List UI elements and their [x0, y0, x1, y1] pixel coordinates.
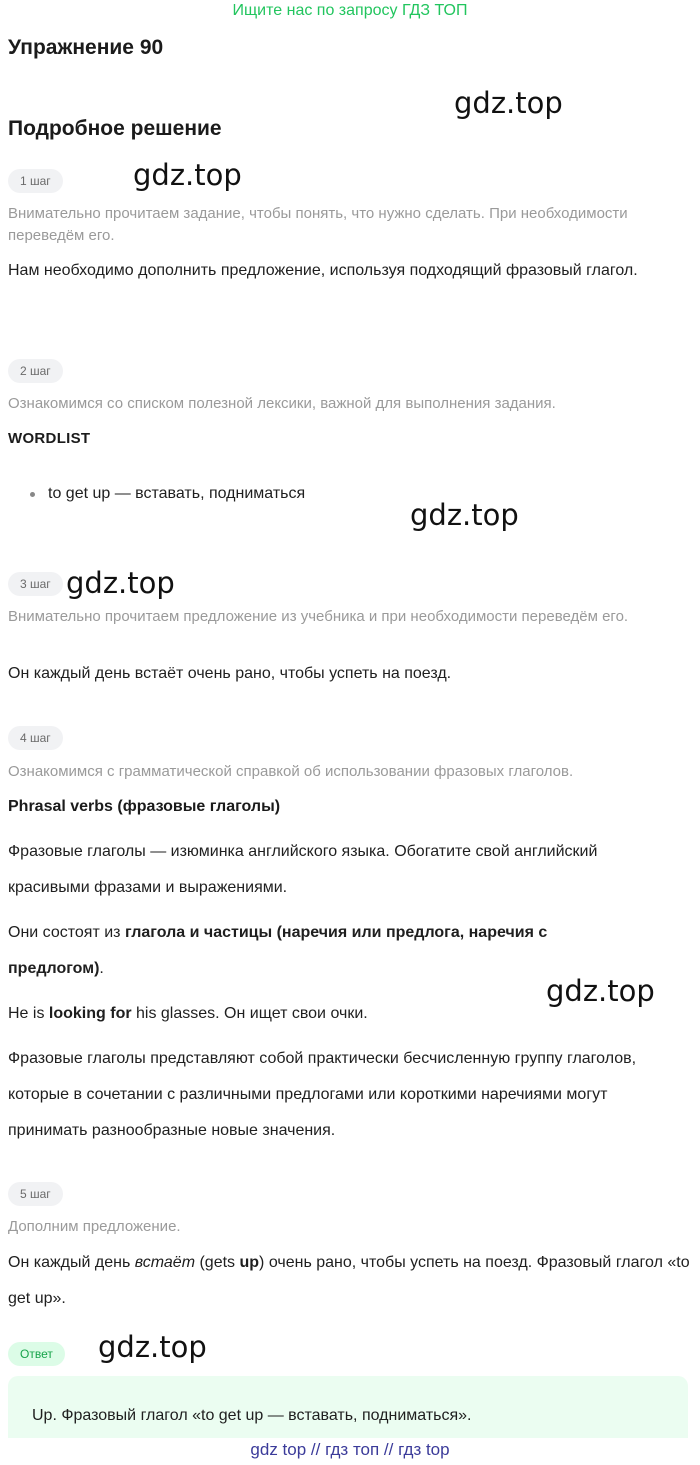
step-badge-2: 2 шаг: [8, 359, 63, 383]
wordlist-label: WORDLIST: [8, 430, 91, 447]
step-badge-1: 1 шаг: [8, 169, 63, 193]
footer-links[interactable]: gdz top // гдз топ // гдз top: [250, 1440, 450, 1459]
grammar-paragraph: Фразовые глаголы — изюминка английского языка. Обогатите свой английский красивыми фразами и выражениями.: [8, 843, 598, 896]
watermark: gdz.top: [66, 566, 175, 600]
step-hint-1: Внимательно прочитаем задание, чтобы понять, что нужно сделать. При необходимости переведём его.: [8, 205, 628, 244]
watermark: gdz.top: [98, 1330, 207, 1364]
step-badge-3: 3 шаг: [8, 572, 63, 596]
step-hint-5: Дополним предложение.: [8, 1218, 181, 1235]
grammar-paragraph: Фразовые глаголы представляют собой практически бесчисленную группу глаголов, которые в сочетании с различными предлогами или короткими наречиями могут принимать разнообразные новые значения.: [8, 1050, 637, 1139]
watermark: gdz.top: [546, 974, 655, 1008]
watermark: gdz.top: [410, 498, 519, 532]
step-text-1: Нам необходимо дополнить предложение, используя подходящий фразовый глагол.: [8, 262, 638, 279]
step-text-3: Он каждый день встаёт очень рано, чтобы успеть на поезд.: [8, 665, 452, 682]
page-title: Упражнение 90: [8, 36, 164, 59]
step-badge-5: 5 шаг: [8, 1182, 63, 1206]
answer-text: Up. Фразовый глагол «to get up — вставать, подниматься».: [32, 1407, 472, 1424]
wordlist-item: to get up — вставать, подниматься: [48, 485, 306, 502]
bullet-icon: [30, 492, 35, 497]
solution-heading: Подробное решение: [8, 117, 222, 140]
grammar-paragraph: Они состоят из глагола и частицы (наречия или предлога, наречия с предлогом).: [8, 924, 548, 977]
answer-badge: Ответ: [8, 1342, 65, 1366]
step-badge-4: 4 шаг: [8, 726, 63, 750]
step-hint-4: Ознакомимся с грамматической справкой об использовании фразовых глаголов.: [8, 763, 574, 780]
watermark: gdz.top: [454, 86, 563, 120]
grammar-example: He is looking for his glasses. Он ищет свои очки.: [8, 1005, 368, 1022]
watermark: gdz.top: [133, 158, 242, 192]
step-hint-3: Внимательно прочитаем предложение из учебника и при необходимости переведём его.: [8, 608, 629, 625]
step-hint-2: Ознакомимся со списком полезной лексики, важной для выполнения задания.: [8, 395, 556, 412]
step-text-5: Он каждый день встаёт (gets up) очень рано, чтобы успеть на поезд. Фразовый глагол «to get up».: [8, 1254, 690, 1307]
search-banner[interactable]: Ищите нас по запросу ГДЗ ТОП: [232, 2, 468, 19]
grammar-heading: Phrasal verbs (фразовые глаголы): [8, 798, 281, 815]
